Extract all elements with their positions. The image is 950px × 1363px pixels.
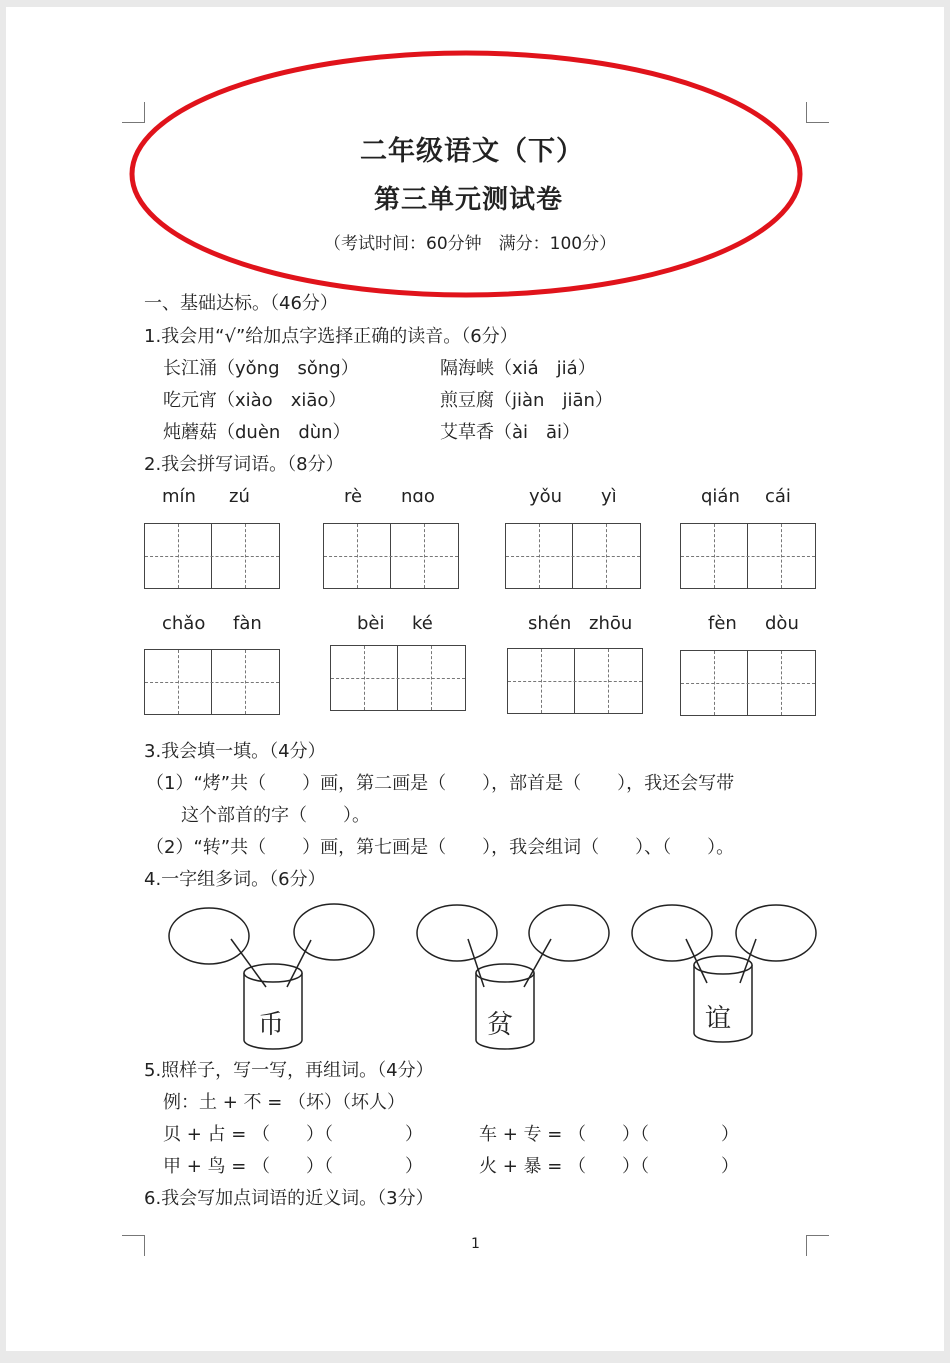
q6-title: 6.我会写加点词语的近义词。（3分） bbox=[144, 1188, 434, 1209]
pinyin-label: rè bbox=[344, 486, 363, 507]
pinyin-label: yì bbox=[601, 486, 617, 507]
q3-line: （1）“烤”共（ ）画，第二画是（ ），部首是（ ），我还会写带 bbox=[146, 773, 735, 794]
q3-line: 这个部首的字（ ）。 bbox=[181, 805, 370, 826]
answer-oval bbox=[294, 904, 374, 960]
page-number: 1 bbox=[471, 1236, 480, 1252]
page-subtitle: 第三单元测试卷 bbox=[374, 185, 564, 215]
pinyin-label: fàn bbox=[233, 613, 262, 634]
crop-mark-bottom-left bbox=[122, 1235, 145, 1256]
writing-grid[interactable] bbox=[680, 650, 816, 716]
q5-item: 车 + 专 = （ ）（ ） bbox=[479, 1124, 740, 1145]
writing-grid[interactable] bbox=[507, 648, 643, 714]
pinyin-label: yǒu bbox=[529, 486, 563, 507]
q1-item: 煎豆腐（jiàn jiān） bbox=[440, 390, 613, 411]
pinyin-label: dòu bbox=[765, 613, 799, 634]
cup-character: 币 bbox=[258, 1010, 285, 1040]
cup-character: 谊 bbox=[705, 1004, 732, 1034]
pinyin-label: zú bbox=[229, 486, 250, 507]
pinyin-label: qián bbox=[701, 486, 740, 507]
q3-title: 3.我会填一填。（4分） bbox=[144, 741, 326, 762]
pinyin-label: ké bbox=[412, 613, 433, 634]
pinyin-label: mín bbox=[162, 486, 196, 507]
q1-item: 长江涌（yǒng sǒng） bbox=[163, 358, 359, 379]
q5-item: 甲 + 鸟 = （ ）（ ） bbox=[163, 1156, 424, 1177]
q2-title: 2.我会拼写词语。（8分） bbox=[144, 454, 344, 475]
q5-item: 贝 + 占 = （ ）（ ） bbox=[163, 1124, 424, 1145]
writing-grid[interactable] bbox=[323, 523, 459, 589]
pinyin-label: nɑo bbox=[401, 486, 435, 507]
exam-page bbox=[6, 7, 944, 1351]
answer-oval bbox=[736, 905, 816, 961]
q3-line: （2）“转”共（ ）画，第七画是（ ），我会组词（ ）、（ ）。 bbox=[146, 837, 735, 858]
q1-item: 隔海峡（xiá jiá） bbox=[440, 358, 596, 379]
q5-example: 例：土 + 不 = （坏）（坏人） bbox=[163, 1092, 406, 1113]
page-title: 二年级语文（下） bbox=[360, 136, 584, 167]
q5-title: 5.照样子，写一写，再组词。（4分） bbox=[144, 1060, 434, 1081]
writing-grid[interactable] bbox=[330, 645, 466, 711]
writing-grid[interactable] bbox=[144, 523, 280, 589]
pinyin-label: fèn bbox=[708, 613, 737, 634]
q5-item: 火 + 暴 = （ ）（ ） bbox=[479, 1156, 740, 1177]
answer-oval bbox=[632, 905, 712, 961]
q1-title: 1.我会用“√”给加点字选择正确的读音。（6分） bbox=[144, 326, 518, 347]
q1-item: 炖蘑菇（duèn dùn） bbox=[163, 422, 351, 443]
q1-item: 艾草香（ài āi） bbox=[440, 422, 581, 443]
q1-item: 吃元宵（xiào xiāo） bbox=[163, 390, 347, 411]
q4-title: 4.一字组多词。（6分） bbox=[144, 869, 326, 890]
exam-info: （考试时间：60分钟 满分：100分） bbox=[324, 234, 617, 254]
answer-oval bbox=[417, 905, 497, 961]
pinyin-label: cái bbox=[765, 486, 791, 507]
writing-grid[interactable] bbox=[680, 523, 816, 589]
pinyin-label: chǎo bbox=[162, 613, 206, 634]
crop-mark-bottom-right bbox=[806, 1235, 829, 1256]
pinyin-label: zhōu bbox=[589, 613, 633, 634]
section-heading: 一、基础达标。（46分） bbox=[144, 293, 338, 314]
pinyin-label: shén bbox=[528, 613, 572, 634]
pinyin-label: bèi bbox=[357, 613, 385, 634]
writing-grid[interactable] bbox=[144, 649, 280, 715]
answer-oval bbox=[169, 908, 249, 964]
cup-character: 贫 bbox=[487, 1010, 514, 1040]
writing-grid[interactable] bbox=[505, 523, 641, 589]
answer-oval bbox=[529, 905, 609, 961]
